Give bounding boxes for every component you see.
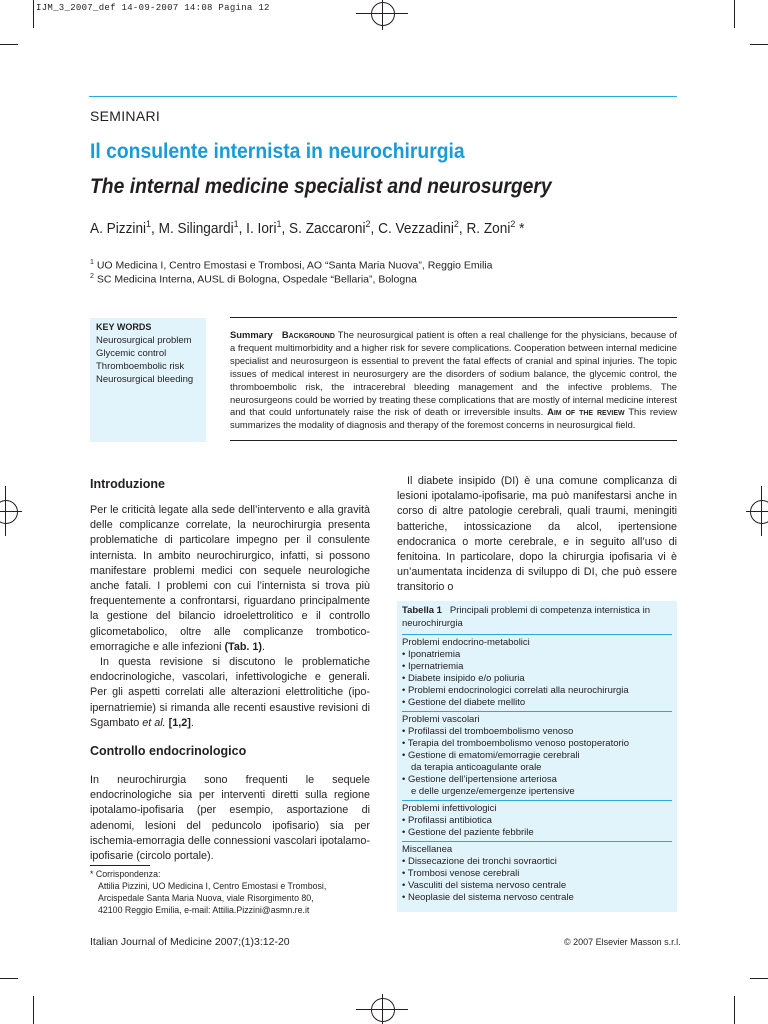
table-item: • Ipernatriemia bbox=[402, 661, 464, 672]
table-item: da terapia anticoagulante orale bbox=[411, 762, 542, 773]
table-group-title: Problemi infettivologici bbox=[402, 803, 497, 814]
title-english: The internal medicine specialist and neurosurgery bbox=[90, 175, 552, 198]
summary-top-rule bbox=[230, 317, 677, 318]
keywords-title: KEY WORDS bbox=[96, 322, 152, 332]
title-italian: Il consulente internista in neurochirurgia bbox=[90, 140, 465, 163]
footnote-rule bbox=[90, 865, 150, 866]
table-item: • Terapia del tromboembolismo venoso postoperatorio bbox=[402, 738, 630, 749]
table-item: • Iponatriemia bbox=[402, 649, 461, 660]
summary-abstract: Summary Background The neurosurgical patient is often a real challenge for the physicians, because of a frequent multimorbidity and a higher risk for severe complications. Cooperation between internal medicine specialist and neurosurgeon is essential to prevent the fatal effects of cranial and spinal injuries. The topic issues of medical interest in neurosurgery are the disorders of sodium balance, the glycemic control, the thromboembolic risk, the intracerebral bleeding management and the infective problems. The neurosurgeons could be worried by treating these complications that are mostly of internal medicine interest and that could unfortunately raise the risk of death or irreversible insults. Aim of the review This review summarizes the modality of diagnosis and therapy of the foremost concerns in neurosurgical field. bbox=[230, 329, 677, 431]
table-1 bbox=[397, 601, 677, 912]
table-item: • Vasculiti del sistema nervoso centrale bbox=[402, 880, 567, 891]
table-item: e delle urgenze/emergenze ipertensive bbox=[411, 786, 575, 797]
table-item: • Profilassi del tromboembolismo venoso bbox=[402, 726, 574, 737]
table-item: • Problemi endocrinologici correlati alla neurochirurgia bbox=[402, 685, 629, 696]
correspondence-line: 42100 Reggio Emilia, e-mail: Attilia.Pizzini@asmn.re.it bbox=[98, 905, 310, 915]
keyword-item: Glycemic control bbox=[96, 348, 167, 359]
table-item: • Gestione dell’ipertensione arteriosa bbox=[402, 774, 557, 785]
right-column-text: Il diabete insipido (DI) è una comune complicanza di lesioni ipotalamo-ipofisarie, ma può manifestarsi anche in corso di altre patologie cerebrali, quali traumi, meningiti batteriche, intossicazione da alcol, ipertensione endocranica o morte cerebrale, e in seguito all’uso di fenitoina. In particolare, dopo la chirurgia ipofisaria vi è un’aumentata incidenza di sviluppo di DI, che può essere transitorio o bbox=[397, 475, 677, 594]
heading-controllo-endocrinologico: Controllo endocrinologico bbox=[90, 744, 247, 758]
table-group-title: Problemi vascolari bbox=[402, 714, 480, 725]
table-item: • Profilassi antibiotica bbox=[402, 815, 492, 826]
heading-introduzione: Introduzione bbox=[90, 477, 165, 491]
correspondence-label: * Corrispondenza: bbox=[90, 869, 161, 879]
author-list: A. Pizzini$^1$, M. Silingardi$^1$, I. Iori$^1$, S. Zaccaroni$^2$, C. Vezzadini$^2$, R. Zoni$^2$ * bbox=[90, 219, 525, 237]
affiliation-1: $^1$ UO Medicina I, Centro Emostasi e Trombosi, AO “Santa Maria Nuova”, Reggio Emilia bbox=[90, 259, 493, 272]
table-item: • Trombosi venose cerebrali bbox=[402, 868, 520, 879]
correspondence-line: Attilia Pizzini, UO Medicina I, Centro Emostasi e Trombosi, bbox=[98, 881, 327, 891]
section-label: SEMINARI bbox=[90, 108, 161, 124]
summary-bottom-rule bbox=[230, 440, 677, 441]
copyright: © 2007 Elsevier Masson s.r.l. bbox=[564, 937, 681, 947]
table-group-title: Miscellanea bbox=[402, 844, 453, 855]
journal-citation: Italian Journal of Medicine 2007;(1)3:12-20 bbox=[90, 936, 290, 948]
table-item: • Neoplasie del sistema nervoso centrale bbox=[402, 892, 574, 903]
table-item: • Gestione del paziente febbrile bbox=[402, 827, 534, 838]
keywords-box bbox=[90, 318, 206, 442]
endo-text: In neurochirurgia sono frequenti le sequele endocrinologiche sia per interventi diretti sulla regione ipotalamo-ipofisaria (per esempio, asportazione di adenomi, lesioni del peduncolo ipofisario) sia per ischemia-emorragia delle connessioni vascolari ipotalamo-ipofisarie (circolo portale). bbox=[90, 774, 370, 863]
table-item: • Gestione del diabete mellito bbox=[402, 697, 526, 708]
table-item: • Gestione di ematomi/emorragie cerebrali bbox=[402, 750, 580, 761]
keyword-item: Thromboembolic risk bbox=[96, 361, 185, 372]
print-slug: IJM_3_2007_def 14-09-2007 14:08 Pagina 12 bbox=[36, 3, 270, 13]
correspondence-line: Arcispedale Santa Maria Nuova, viale Risorgimento 80, bbox=[98, 893, 314, 903]
keyword-item: Neurosurgical problem bbox=[96, 335, 192, 346]
intro-text: Per le criticità legate alla sede dell’intervento e alla gravità delle complicanze correlate, la neurochirurgia presenta problematiche di particolare impegno per il consulente internista. In ambito neurochirurgico, infatti, si possono manifestare problemi medici con sequele neurologiche anche fatali. I problemi con cui l’internista si trova più frequentemente a confrontarsi, riguardano principalmente la gestione del bilancio idroelettrolitico e il controllo glicometabolico, oltre alle complicanze trombotico-emorragiche e alle infezioni (Tab. 1). In questa revisione si discutono le problematiche endocrinologiche, vascolari, infettivologiche e generali. Per gli aspetti correlati alle alterazioni elettrolitiche (ipo-ipernatriemie) si rimanda alle recenti esaustive revisioni di Sgambato et al. [1,2]. bbox=[90, 504, 370, 729]
table-item: • Dissecazione dei tronchi sovraortici bbox=[402, 856, 557, 867]
affiliation-2: $^2$ SC Medicina Interna, AUSL di Bologna, Ospedale “Bellaria”, Bologna bbox=[90, 273, 417, 286]
table-item: • Diabete insipido e/o poliuria bbox=[402, 673, 525, 684]
table-group-title: Problemi endocrino-metabolici bbox=[402, 637, 530, 648]
table-caption: Tabella 1 Principali problemi di competenza internistica in neurochirurgia bbox=[402, 605, 650, 629]
keyword-item: Neurosurgical bleeding bbox=[96, 374, 194, 385]
header-rule bbox=[89, 96, 677, 97]
